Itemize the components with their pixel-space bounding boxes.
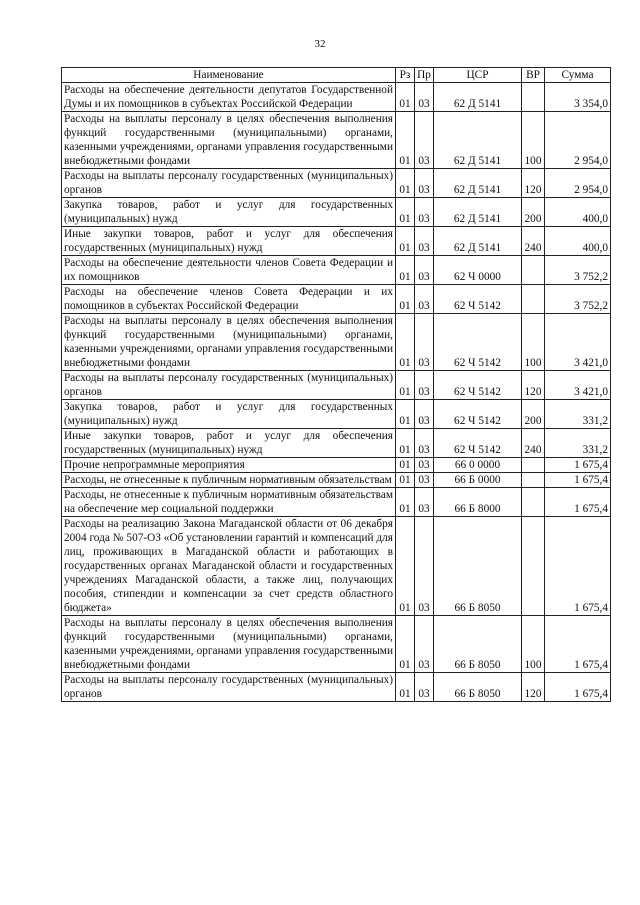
row-rz: 01 [396, 673, 415, 702]
row-name: Расходы на обеспечение деятельности депутатов Государственной Думы и их помощников в субъектах Российской Федерации [62, 83, 396, 112]
table-row [62, 285, 611, 314]
row-pr: 03 [415, 227, 434, 256]
row-name: Закупка товаров, работ и услуг для государственных (муниципальных) нужд [62, 400, 396, 429]
header-rz: Рз [396, 68, 415, 83]
row-csr: 62 Д 5141 [434, 227, 522, 256]
row-name: Расходы на выплаты персоналу в целях обеспечения выполнения функций государственными (муниципальными) органами, казенными учреждениями, органами управления государственными внебюджетными фондами [62, 112, 396, 169]
row-pr: 03 [415, 473, 434, 488]
row-rz: 01 [396, 285, 415, 314]
row-name: Расходы на обеспечение членов Совета Федерации и их помощников в субъектах Российской Федерации [62, 285, 396, 314]
row-name: Расходы, не отнесенные к публичным нормативным обязательствам [62, 473, 396, 488]
row-sum: 1 675,4 [545, 616, 611, 673]
row-rz: 01 [396, 256, 415, 285]
row-rz: 01 [396, 83, 415, 112]
row-csr: 62 Д 5141 [434, 198, 522, 227]
row-csr: 66 Б 8050 [434, 673, 522, 702]
table-row [62, 227, 611, 256]
row-vr: 120 [522, 169, 545, 198]
row-csr: 66 Б 8000 [434, 488, 522, 517]
row-vr: 200 [522, 198, 545, 227]
row-name: Прочие непрограммные мероприятия [62, 458, 396, 473]
row-vr [522, 285, 545, 314]
row-vr [522, 517, 545, 616]
row-name: Расходы на выплаты персоналу в целях обеспечения выполнения функций государственными (муниципальными) органами, казенными учреждениями, органами управления государственными внебюджетными фондами [62, 616, 396, 673]
row-pr: 03 [415, 83, 434, 112]
row-name: Расходы на обеспечение деятельности членов Совета Федерации и их помощников [62, 256, 396, 285]
row-name: Иные закупки товаров, работ и услуг для обеспечения государственных (муниципальных) нужд [62, 227, 396, 256]
row-vr [522, 83, 545, 112]
row-name: Расходы, не отнесенные к публичным нормативным обязательствам на обеспечение мер социальной поддержки [62, 488, 396, 517]
table-row [62, 458, 611, 473]
row-csr: 66 Б 0000 [434, 473, 522, 488]
row-sum: 400,0 [545, 227, 611, 256]
row-csr: 62 Д 5141 [434, 83, 522, 112]
row-rz: 01 [396, 314, 415, 371]
row-vr: 100 [522, 314, 545, 371]
row-rz: 01 [396, 198, 415, 227]
row-sum: 3 421,0 [545, 371, 611, 400]
row-csr: 66 Б 8050 [434, 616, 522, 673]
table-row [62, 112, 611, 169]
row-csr: 66 0 0000 [434, 458, 522, 473]
row-pr: 03 [415, 616, 434, 673]
row-pr: 03 [415, 429, 434, 458]
row-rz: 01 [396, 458, 415, 473]
row-csr: 62 Ч 0000 [434, 256, 522, 285]
row-rz: 01 [396, 473, 415, 488]
row-csr: 62 Д 5141 [434, 112, 522, 169]
row-rz: 01 [396, 371, 415, 400]
table-row [62, 198, 611, 227]
row-sum: 1 675,4 [545, 473, 611, 488]
row-vr [522, 473, 545, 488]
row-vr [522, 458, 545, 473]
header-vr: ВР [522, 68, 545, 83]
row-vr: 100 [522, 112, 545, 169]
row-name: Расходы на выплаты персоналу государственных (муниципальных) органов [62, 673, 396, 702]
row-sum: 3 752,2 [545, 285, 611, 314]
table-row [62, 473, 611, 488]
row-pr: 03 [415, 517, 434, 616]
row-pr: 03 [415, 198, 434, 227]
table-row [62, 314, 611, 371]
row-pr: 03 [415, 112, 434, 169]
table-row [62, 488, 611, 517]
table-row [62, 429, 611, 458]
table-row [62, 517, 611, 616]
row-rz: 01 [396, 169, 415, 198]
row-pr: 03 [415, 256, 434, 285]
row-csr: 66 Б 8050 [434, 517, 522, 616]
budget-table [61, 67, 611, 702]
row-rz: 01 [396, 400, 415, 429]
header-sum: Сумма [545, 68, 611, 83]
row-name: Расходы на выплаты персоналу в целях обеспечения выполнения функций государственными (муниципальными) органами, казенными учреждениями, органами управления государственными внебюджетными фондами [62, 314, 396, 371]
page-number: 32 [314, 38, 326, 50]
row-rz: 01 [396, 227, 415, 256]
row-vr: 100 [522, 616, 545, 673]
row-rz: 01 [396, 429, 415, 458]
header-name: Наименование [62, 68, 396, 83]
row-csr: 62 Ч 5142 [434, 400, 522, 429]
row-vr: 240 [522, 429, 545, 458]
row-vr: 120 [522, 673, 545, 702]
row-sum: 1 675,4 [545, 673, 611, 702]
row-csr: 62 Ч 5142 [434, 314, 522, 371]
table-row [62, 256, 611, 285]
table-row [62, 400, 611, 429]
row-sum: 1 675,4 [545, 488, 611, 517]
row-vr: 200 [522, 400, 545, 429]
row-sum: 2 954,0 [545, 169, 611, 198]
row-sum: 400,0 [545, 198, 611, 227]
row-rz: 01 [396, 517, 415, 616]
row-sum: 3 421,0 [545, 314, 611, 371]
row-pr: 03 [415, 488, 434, 517]
row-name: Закупка товаров, работ и услуг для государственных (муниципальных) нужд [62, 198, 396, 227]
row-name: Расходы на реализацию Закона Магаданской области от 06 декабря 2004 года № 507-ОЗ «Об установлении гарантий и компенсаций для лиц, проживающих в Магаданской области и работающих в государственных органах Магаданской области и государственных учреждениях Магаданской области, а также лиц, получающих пособия, стипендии и компенсации за счет средств областного бюджета» [62, 517, 396, 616]
row-pr: 03 [415, 400, 434, 429]
row-sum: 3 354,0 [545, 83, 611, 112]
row-pr: 03 [415, 371, 434, 400]
header-pr: Пр [415, 68, 434, 83]
row-rz: 01 [396, 488, 415, 517]
table-row [62, 83, 611, 112]
row-sum: 1 675,4 [545, 458, 611, 473]
row-pr: 03 [415, 169, 434, 198]
table-row [62, 616, 611, 673]
table-row [62, 673, 611, 702]
row-pr: 03 [415, 314, 434, 371]
row-sum: 2 954,0 [545, 112, 611, 169]
row-rz: 01 [396, 112, 415, 169]
header-csr: ЦСР [434, 68, 522, 83]
row-csr: 62 Ч 5142 [434, 429, 522, 458]
table-row [62, 371, 611, 400]
row-csr: 62 Ч 5142 [434, 285, 522, 314]
row-sum: 3 752,2 [545, 256, 611, 285]
row-pr: 03 [415, 673, 434, 702]
row-sum: 331,2 [545, 429, 611, 458]
row-name: Иные закупки товаров, работ и услуг для обеспечения государственных (муниципальных) нужд [62, 429, 396, 458]
row-vr: 120 [522, 371, 545, 400]
row-vr [522, 488, 545, 517]
row-csr: 62 Д 5141 [434, 169, 522, 198]
row-sum: 331,2 [545, 400, 611, 429]
table-header-row [62, 68, 611, 83]
row-pr: 03 [415, 458, 434, 473]
row-sum: 1 675,4 [545, 517, 611, 616]
table-row [62, 169, 611, 198]
row-name: Расходы на выплаты персоналу государственных (муниципальных) органов [62, 371, 396, 400]
row-rz: 01 [396, 616, 415, 673]
row-csr: 62 Ч 5142 [434, 371, 522, 400]
row-vr [522, 256, 545, 285]
row-pr: 03 [415, 285, 434, 314]
row-vr: 240 [522, 227, 545, 256]
row-name: Расходы на выплаты персоналу государственных (муниципальных) органов [62, 169, 396, 198]
